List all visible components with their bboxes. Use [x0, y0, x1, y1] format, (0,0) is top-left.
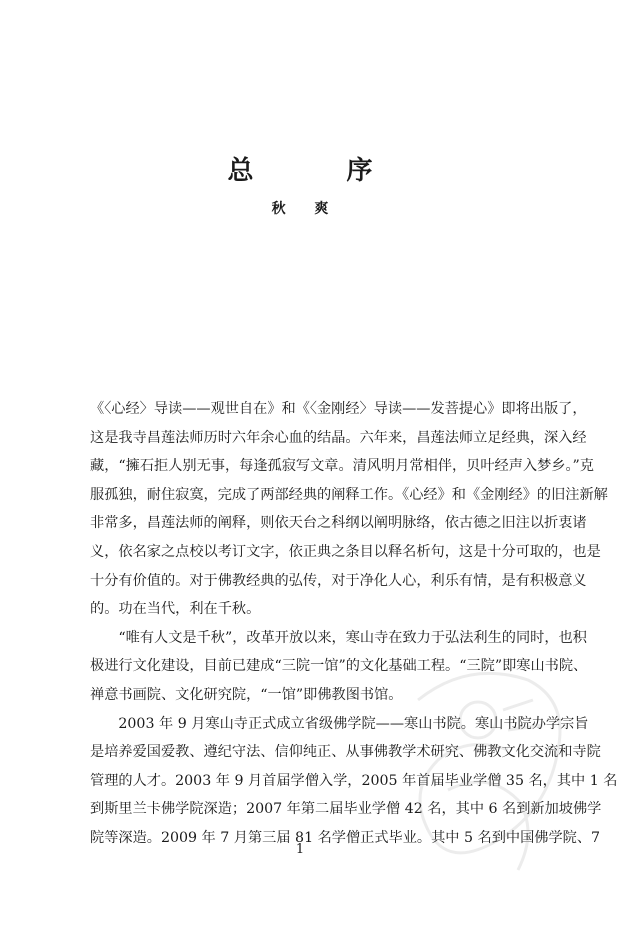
- page-title: 总 序: [227, 156, 415, 186]
- text-line: 的。功在当代，利在千秋。: [90, 601, 261, 618]
- text-line: 是培养爱国爱教、遵纪守法、信仰纯正、从事佛教学术研究、佛教文化交流和寺院: [90, 744, 601, 761]
- text-line: 管理的人才。2003 年 9 月首届学僧入学，2005 年首届毕业学僧 35 名，其中 1 名: [90, 772, 617, 789]
- text-line: 《〈心经〉导读——观世自在》和《〈金刚经〉导读——发菩提心》即将出版了，: [90, 401, 587, 417]
- text-line: 极进行文化建设，目前已建成“三院一馆”的文化基础工程。“三院”即寒山书院、: [90, 658, 588, 675]
- text-line: 到斯里兰卡佛学院深造；2007 年第二届毕业学僧 42 名，其中 6 名到新加坡佛学: [90, 801, 602, 818]
- author-name: 秋 爽: [271, 201, 341, 217]
- text-line: 服孤独，耐住寂寞，完成了两部经典的阐释工作。《心经》和《金刚经》的旧注新解: [90, 486, 608, 503]
- text-line: 禅意书画院、文化研究院，“一馆”即佛教图书馆。: [90, 686, 403, 703]
- text-line: 非常多，昌莲法师的阐释，则依天台之科纲以阐明脉络，依古德之旧注以折衷诸: [90, 515, 587, 532]
- text-line: 这是我寺昌莲法师历时六年余心血的结晶。六年来，昌莲法师立足经典，深入经: [90, 429, 587, 446]
- text-line: 藏，“擁石拒人别无事，每逢孤寂写文章。清风明月常相伴，贝叶经声入梦乡。”克: [90, 458, 594, 475]
- page-number: 1: [295, 842, 305, 857]
- text-line: 义，依名家之点校以考订文字，依正典之条目以释名析句，这是十分可取的，也是: [90, 543, 601, 560]
- text-line: 2003 年 9 月寒山寺正式成立省级佛学院——寒山书院。寒山书院办学宗旨: [90, 715, 589, 732]
- text-line: 十分有价值的。对于佛教经典的弘传，对于净化人心，利乐有情，是有积极意义: [90, 572, 587, 589]
- text-line: “唯有人文是千秋”，改革开放以来，寒山寺在致力于弘法利生的同时，也积: [90, 629, 587, 646]
- text-line: 院等深造。2009 年 7 月第三届 81 名学僧正式毕业。其中 5 名到中国佛学院、7: [90, 829, 601, 846]
- watermark-logo: [408, 640, 578, 910]
